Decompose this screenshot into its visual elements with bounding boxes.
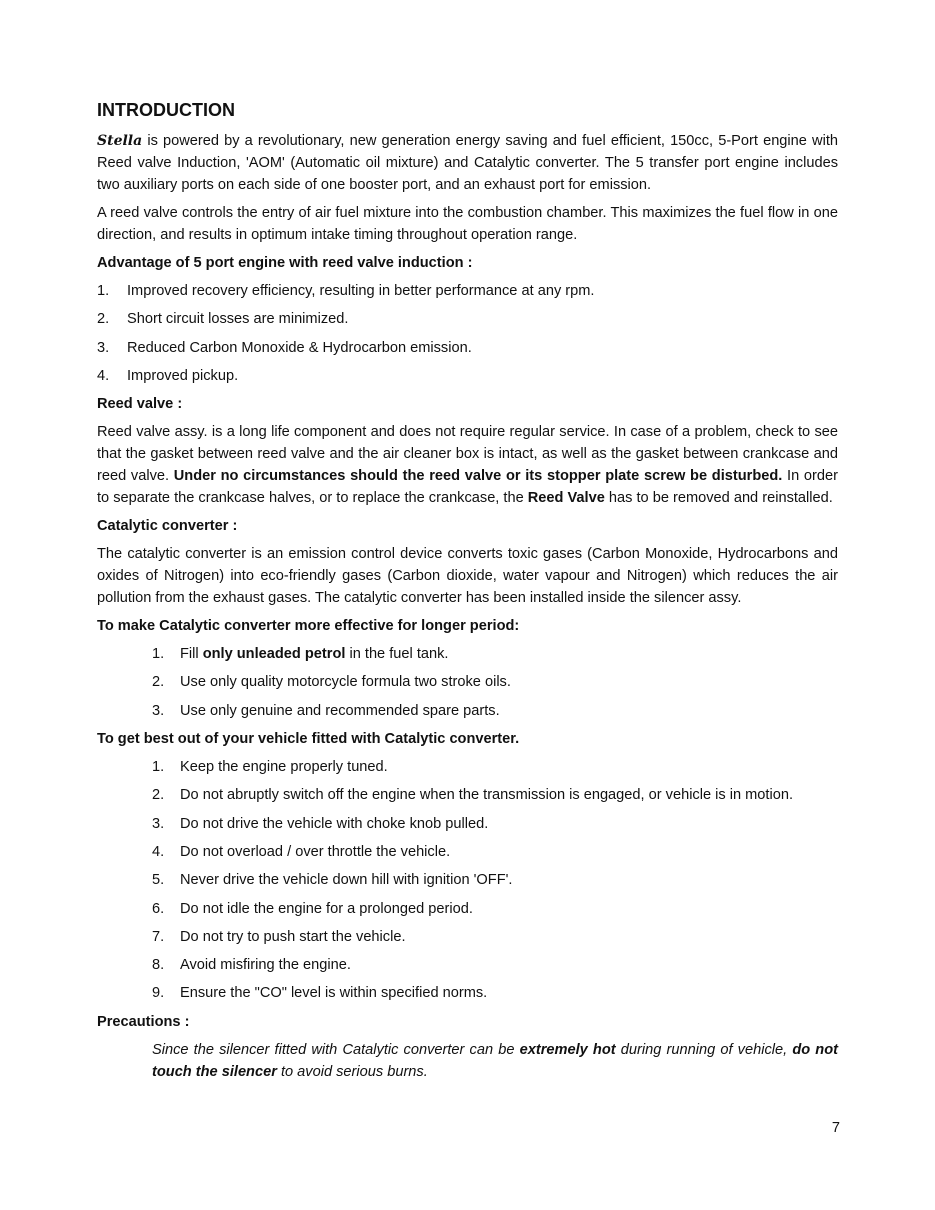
list-item: 2. Do not abruptly switch off the engine when the transmission is engaged, or vehicle is in motion.: [152, 787, 794, 804]
best-out-list: [97, 756, 838, 1004]
list-item: 3. Do not drive the vehicle with choke knob pulled.: [152, 815, 489, 832]
brand-name: Stella: [97, 133, 143, 149]
list-item: 2. Use only quality motorcycle formula two stroke oils.: [152, 674, 511, 691]
list-item: 9. Ensure the "CO" level is within specified norms.: [152, 985, 488, 1002]
effective-list: [97, 643, 838, 722]
list-item: 3. Reduced Carbon Monoxide & Hydrocarbon emission.: [97, 339, 472, 356]
intro-paragraph-2: A reed valve controls the entry of air fuel mixture into the combustion chamber. This maximizes the fuel flow in one direction, and results in optimum intake timing throughout operation range.: [97, 205, 838, 243]
effective-heading: To make Catalytic converter more effective for longer period:: [97, 618, 520, 635]
page-number: 7: [831, 1120, 840, 1136]
advantage-list: [97, 280, 838, 387]
list-item: 7. Do not try to push start the vehicle.: [152, 928, 406, 945]
precautions-paragraph: Since the silencer fitted with Catalytic converter can be extremely hot during running of vehicle, do not touch the silencer to avoid serious burns.: [152, 1041, 838, 1080]
reed-valve-paragraph: Reed valve assy. is a long life component and does not require regular service. In case of a problem, check to see that the gasket between reed valve and the air cleaner box is intact, as well as the gasket between crankcase and reed valve. Under no circumstances should the reed valve or its stopper plate screw be disturbed. In order to separate the crankcase halves, or to replace the crankcase, the Reed Valve has to be removed and reinstalled.: [97, 424, 838, 507]
list-item: 3. Use only genuine and recommended spare parts.: [152, 702, 500, 719]
catalytic-converter-paragraph: The catalytic converter is an emission control device converts toxic gases (Carbon Monoxide, Hydrocarbons and oxides of Nitrogen) into eco-friendly gases (Carbon dioxide, water vapour and Nitrogen) which reduces the air pollution from the exhaust gases. The catalytic converter has been installed inside the silencer assy.: [97, 546, 838, 607]
list-item: 8. Avoid misfiring the engine.: [152, 957, 351, 974]
reed-valve-heading: Reed valve :: [97, 396, 183, 413]
list-item: 4. Improved pickup.: [97, 367, 239, 384]
advantage-heading: Advantage of 5 port engine with reed valve induction :: [97, 255, 473, 271]
intro-paragraph-1: [97, 130, 838, 196]
list-item: 4. Do not overload / over throttle the vehicle.: [152, 843, 451, 860]
list-item: 2. Short circuit losses are minimized.: [97, 311, 349, 328]
precautions-heading: Precautions :: [97, 1013, 190, 1030]
list-item: 5. Never drive the vehicle down hill with ignition 'OFF'.: [152, 872, 513, 889]
list-item: 1. Fill only unleaded petrol in the fuel tank.: [152, 646, 449, 663]
document-page: [97, 98, 838, 1083]
list-item: 1. Improved recovery efficiency, resulting in better performance at any rpm.: [97, 283, 595, 299]
list-item: 6. Do not idle the engine for a prolonged period.: [152, 900, 473, 917]
best-out-heading: To get best out of your vehicle fitted with Catalytic converter.: [97, 731, 520, 748]
intro-paragraph-1-text: is powered by a revolutionary, new generation energy saving and fuel efficient, 150cc, 5-Port engine with Reed valve Induction, 'AOM' (Automatic oil mixture) and Catalytic converter. The 5 transfer port engine includes two auxiliary ports on each side of one booster port, and an exhaust port for emission.: [97, 133, 838, 193]
catalytic-converter-heading: Catalytic converter :: [97, 518, 238, 535]
page-title: INTRODUCTION: [97, 100, 235, 120]
list-item: 1. Keep the engine properly tuned.: [152, 759, 388, 776]
